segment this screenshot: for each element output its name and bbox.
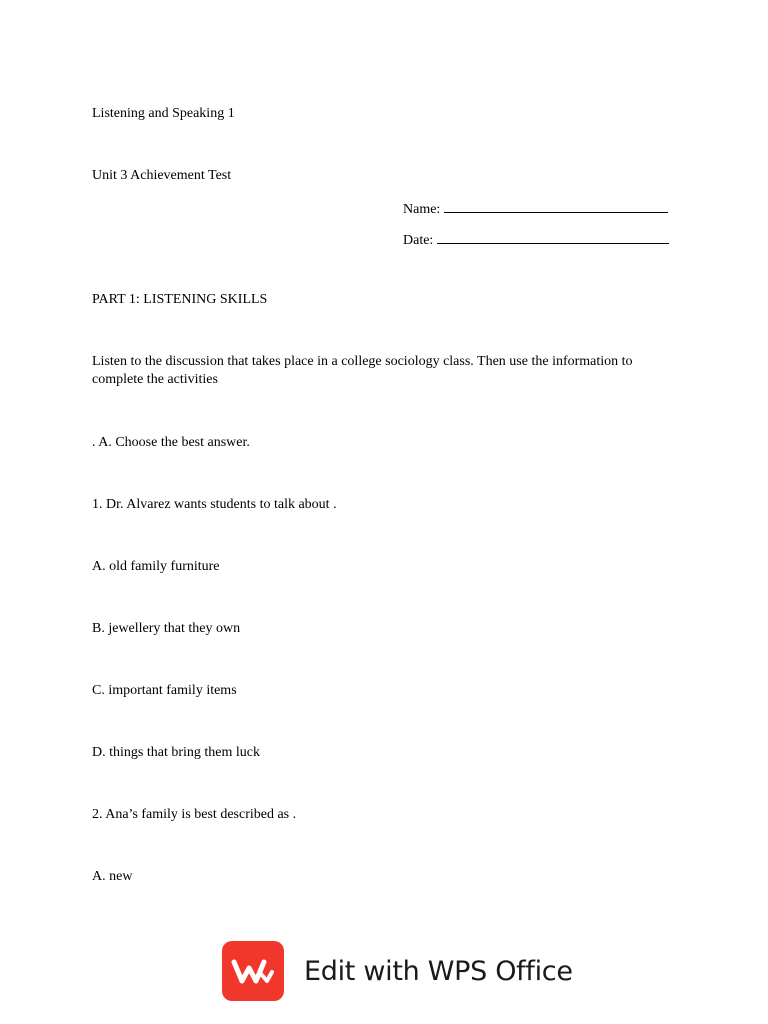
date-label: Date: [403, 233, 434, 248]
instructions-paragraph: Listen to the discussion that takes place in a college sociology class. Then use the information to complete the activities [92, 354, 633, 387]
date-field [403, 229, 669, 250]
q1-option-a: A. old family furniture [92, 559, 220, 574]
wps-edit-banner[interactable] [222, 941, 573, 1001]
q1-option-d: D. things that bring them luck [92, 745, 260, 760]
q1-option-c: C. important family items [92, 683, 237, 698]
question-1: 1. Dr. Alvarez wants students to talk about . [92, 497, 337, 512]
q2-option-a: A. new [92, 869, 133, 884]
question-2: 2. Ana’s family is best described as . [92, 807, 297, 822]
wps-logo-icon[interactable] [222, 941, 284, 1001]
test-title: Unit 3 Achievement Test [92, 168, 232, 183]
name-label: Name: [403, 202, 441, 217]
name-field [403, 198, 668, 219]
part-heading: PART 1: LISTENING SKILLS [92, 292, 268, 307]
course-title: Listening and Speaking 1 [92, 106, 235, 121]
section-a-heading: . A. Choose the best answer. [92, 435, 250, 450]
q1-option-b: B. jewellery that they own [92, 621, 241, 636]
date-blank-line [437, 229, 669, 244]
name-blank-line [444, 198, 668, 213]
wps-banner-text[interactable]: Edit with WPS Office [304, 955, 573, 987]
